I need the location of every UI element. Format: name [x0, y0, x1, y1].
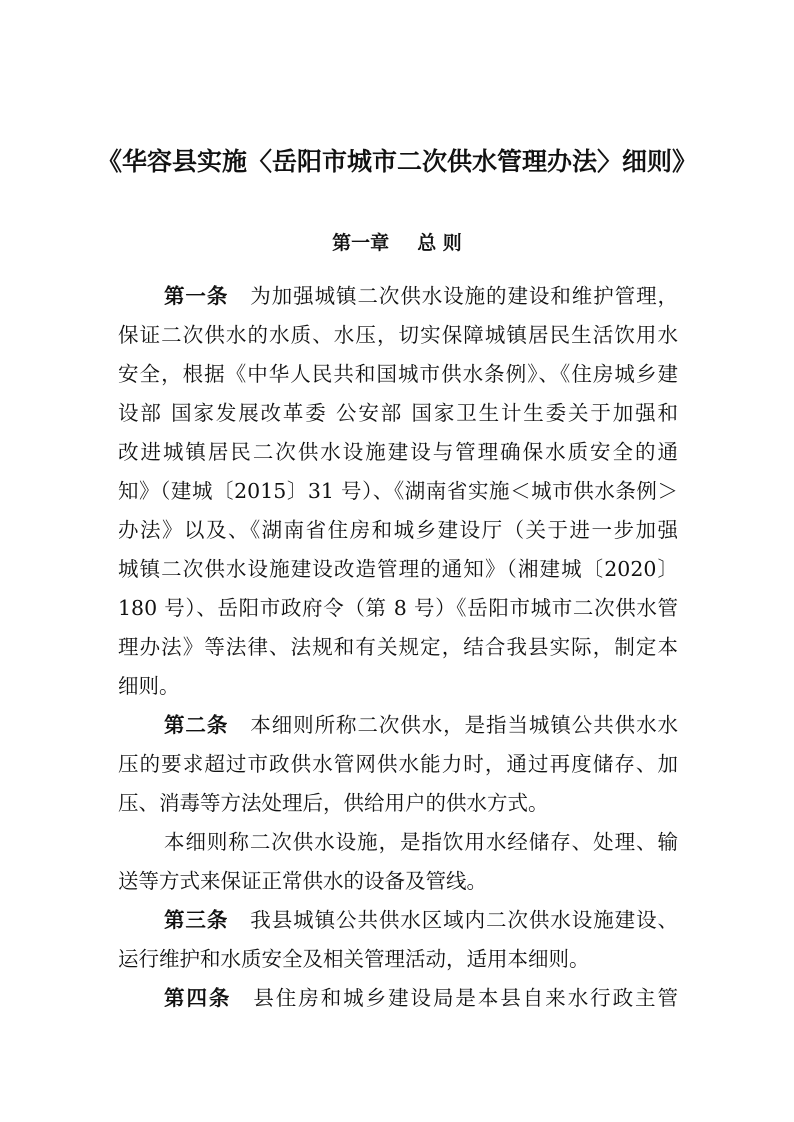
line-text: 改进城镇居民二次供水设施建设与管理确保水质安全的通: [118, 440, 678, 464]
line-text: 安全，根据《中华人民共和国城市供水条例》、《住房城乡建: [118, 362, 678, 386]
text-line: [118, 355, 678, 394]
line-text: 保证二次供水的水质、水压，切实保障城镇居民生活饮用水: [118, 323, 678, 347]
text-line: [118, 745, 678, 784]
chapter-heading: [0, 228, 794, 255]
paragraph: [118, 901, 678, 979]
text-line: [118, 823, 678, 862]
line-text: 城镇二次供水设施建设改造管理的通知》（湘建城〔2020〕: [118, 557, 678, 581]
paragraph: [118, 277, 678, 706]
text-line: [118, 472, 678, 511]
chapter-number: 第一章: [332, 232, 390, 254]
text-line: [118, 940, 678, 979]
line-text: 压、消毒等方法处理后，供给用户的供水方式。: [118, 791, 549, 815]
paragraph: [118, 706, 678, 823]
text-line: [118, 979, 678, 1018]
document-title: 《华容县实施〈岳阳市城市二次供水管理办法〉细则》: [96, 147, 697, 176]
text-line: [118, 316, 678, 355]
article-number: 第一条: [164, 284, 229, 308]
text-line: [118, 667, 678, 706]
text-line: [118, 706, 678, 745]
text-line: [118, 862, 678, 901]
article-number: 第二条: [164, 713, 229, 737]
chapter-name: 总 则: [417, 232, 462, 254]
text-line: [118, 550, 678, 589]
line-text: 办法》以及、《湖南省住房和城乡建设厅（关于进一步加强: [118, 518, 678, 542]
line-text: 我县城镇公共供水区域内二次供水设施建设、: [250, 908, 678, 932]
line-text: 县住房和城乡建设局是本县自来水行政主管: [253, 986, 678, 1010]
paragraph: [118, 823, 678, 901]
article-number: 第四条: [164, 986, 232, 1010]
line-text: 本细则称二次供水设施，是指饮用水经储存、处理、输: [164, 830, 678, 854]
document-body: [118, 277, 678, 1018]
text-line: [118, 277, 678, 316]
text-line: [118, 394, 678, 433]
line-text: 压的要求超过市政供水管网供水能力时，通过再度储存、加: [118, 752, 678, 776]
text-line: [118, 628, 678, 667]
paragraph: [118, 979, 678, 1018]
line-text: 理办法》等法律、法规和有关规定，结合我县实际，制定本: [118, 635, 678, 659]
line-text: 细则。: [118, 674, 180, 698]
line-text: 知》（建城〔2015〕31 号）、《湖南省实施＜城市供水条例＞: [118, 479, 678, 503]
text-line: [118, 784, 678, 823]
article-number: 第三条: [164, 908, 229, 932]
line-text: 180 号）、岳阳市政府令（第 8 号）《岳阳市城市二次供水管: [118, 596, 678, 620]
line-text: 为加强城镇二次供水设施的建设和维护管理，: [250, 284, 678, 308]
text-line: [118, 433, 678, 472]
line-text: 本细则所称二次供水，是指当城镇公共供水水: [250, 713, 678, 737]
text-line: [118, 589, 678, 628]
line-text: 送等方式来保证正常供水的设备及管线。: [118, 869, 487, 893]
text-line: [118, 511, 678, 550]
line-text: 运行维护和水质安全及相关管理活动，适用本细则。: [118, 947, 590, 971]
line-text: 设部 国家发展改革委 公安部 国家卫生计生委关于加强和: [118, 401, 678, 425]
text-line: [118, 901, 678, 940]
